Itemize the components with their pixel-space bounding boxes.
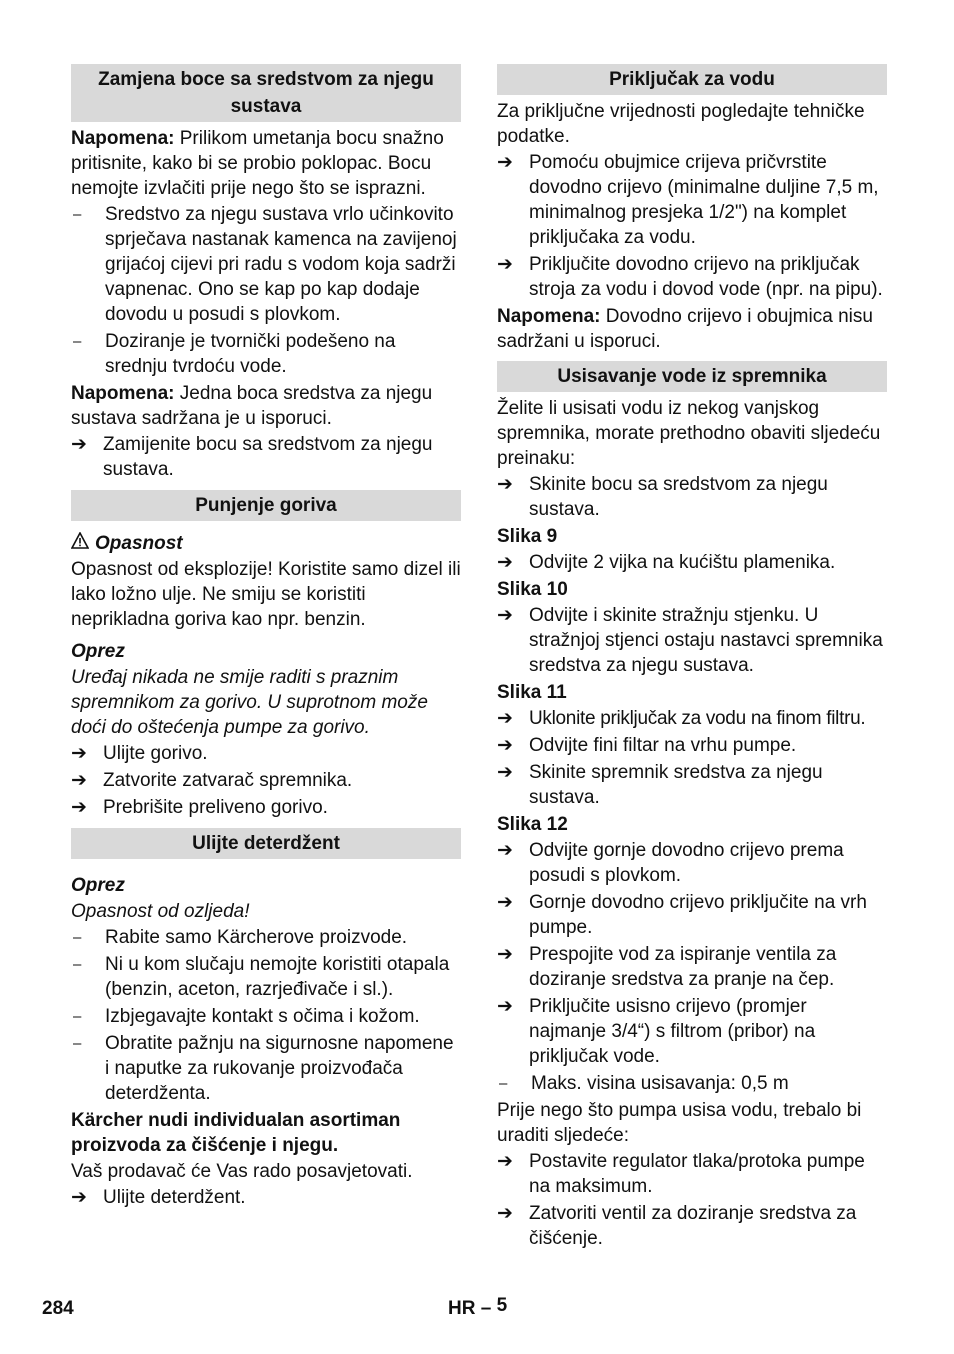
caution-label: Oprez — [71, 641, 125, 662]
action-item — [497, 733, 887, 758]
note-text: Jedna boca sredstva za njegu sustava sadržana je u isporuci. — [71, 383, 433, 429]
dash-bullet: – — [73, 1008, 82, 1025]
action-item — [497, 1149, 887, 1199]
note-paragraph — [71, 381, 461, 431]
footer-dash: – — [480, 1298, 492, 1319]
dash-item-text: Obratite pažnju na sigurnosne napomene i naputke za rukovanje proizvođača deterdženta. — [105, 1033, 454, 1104]
section-heading-water: Priključak za vodu — [497, 64, 887, 95]
action-item — [71, 795, 461, 820]
figure-label: Slika 11 — [497, 682, 567, 703]
note-paragraph — [71, 126, 461, 201]
dash-item — [497, 1071, 887, 1096]
action-item — [71, 741, 461, 766]
right-column — [497, 64, 887, 1253]
action-item — [497, 994, 887, 1069]
right-arrow-icon: ➔ — [497, 840, 513, 861]
action-item — [71, 432, 461, 482]
action-item — [497, 760, 887, 810]
action-item-text: Skinite spremnik sredstva za njegu sustava. — [529, 762, 823, 808]
action-item — [497, 150, 887, 250]
right-arrow-icon: ➔ — [497, 254, 513, 275]
caution-text: Uređaj nikada ne smije raditi s praznim spremnikom za gorivo. U suprotnom može doći do oštećenja pumpe za gorivo. — [71, 667, 428, 738]
action-item — [71, 768, 461, 793]
figure-label: Slika 9 — [497, 526, 558, 547]
section-code: HR — [448, 1298, 476, 1319]
right-arrow-icon: ➔ — [497, 708, 513, 729]
action-item-text: Ulijte deterdžent. — [103, 1187, 246, 1208]
action-item-text: Odvijte gornje dovodno crijevo prema posudi s plovkom. — [529, 840, 844, 886]
action-item — [497, 890, 887, 940]
dash-item — [71, 202, 461, 327]
action-item-text: Ulijte gorivo. — [103, 743, 208, 764]
action-item-text: Priključite usisno crijevo (promjer najmanje 3/4“) s filtrom (pribor) na priključak vode. — [529, 996, 816, 1067]
action-item — [497, 838, 887, 888]
action-item — [497, 472, 887, 522]
figure-label: Slika 10 — [497, 579, 568, 600]
right-arrow-icon: ➔ — [497, 735, 513, 756]
bold-paragraph: Kärcher nudi individualan asortiman proizvoda za čišćenje i njegu. — [71, 1110, 401, 1156]
action-item — [497, 706, 887, 731]
dash-item-text: Sredstvo za njegu sustava vrlo učinkovito sprječava nastanak kamenca na zavijenoj grijaćoj cijevi pri radu s vodom koja sadrži vapnenac. Ono se kap po kap dodaje dovodu u posudi s plovkom. — [105, 204, 457, 325]
page-number: 284 — [42, 1298, 74, 1319]
dash-bullet: – — [73, 333, 82, 350]
right-arrow-icon: ➔ — [71, 434, 87, 455]
action-item-text: Zatvorite zatvarač spremnika. — [103, 770, 353, 791]
paragraph: Za priključne vrijednosti pogledajte tehničke podatke. — [497, 101, 865, 147]
action-item-text: Postavite regulator tlaka/protoka pumpe na maksimum. — [529, 1151, 865, 1197]
right-arrow-icon: ➔ — [497, 605, 513, 626]
caution-text: Opasnost od ozljeda! — [71, 901, 250, 922]
dash-item — [71, 1004, 461, 1029]
dash-item-text: Maks. visina usisavanja: 0,5 m — [531, 1073, 789, 1094]
note-label: Napomena: — [71, 383, 175, 404]
left-column — [71, 64, 461, 1212]
dash-bullet: – — [499, 1075, 508, 1092]
dash-item — [71, 952, 461, 1002]
right-arrow-icon: ➔ — [71, 770, 87, 791]
right-arrow-icon: ➔ — [497, 1203, 513, 1224]
action-item-text: Odvijte fini filtar na vrhu pumpe. — [529, 735, 797, 756]
dash-bullet: – — [73, 929, 82, 946]
dash-item-text: Izbjegavajte kontakt s očima i kožom. — [105, 1006, 420, 1027]
right-arrow-icon: ➔ — [497, 996, 513, 1017]
right-arrow-icon: ➔ — [497, 474, 513, 495]
caution-label: Oprez — [71, 875, 125, 896]
action-item-text: Zatvoriti ventil za doziranje sredstva za čišćenje. — [529, 1203, 857, 1249]
section-page: 5 — [496, 1295, 508, 1316]
danger-label-row — [71, 531, 461, 556]
dash-item-text: Ni u kom slučaju nemojte koristiti otapala (benzin, aceton, razrjeđivače i sl.). — [105, 954, 450, 1000]
right-arrow-icon: ➔ — [497, 1151, 513, 1172]
action-item-text: Gornje dovodno crijevo priključite na vrh pumpe. — [529, 892, 867, 938]
right-arrow-icon: ➔ — [71, 1187, 87, 1208]
section-heading-suction: Usisavanje vode iz spremnika — [497, 361, 887, 392]
danger-label: Opasnost — [95, 533, 183, 554]
note-text: Dovodno crijevo i obujmica nisu sadržani u isporuci. — [497, 306, 873, 352]
action-item — [497, 942, 887, 992]
footer-section-label — [448, 1295, 508, 1320]
action-item-text: Odvijte i skinite stražnju stjenku. U stražnjoj stjenci ostaju nastavci spremnika sredstva za njegu sustava. — [529, 605, 883, 676]
dash-item-text: Doziranje je tvornički podešeno na srednju tvrdoću vode. — [105, 331, 396, 377]
dash-bullet: – — [73, 206, 82, 223]
note-label: Napomena: — [71, 128, 175, 149]
figure-label: Slika 12 — [497, 814, 568, 835]
section-heading-fuel: Punjenje goriva — [71, 490, 461, 521]
action-item-text: Skinite bocu sa sredstvom za njegu sustava. — [529, 474, 828, 520]
note-label: Napomena: — [497, 306, 601, 327]
dash-bullet: – — [73, 1035, 82, 1052]
note-text: Prilikom umetanja bocu snažno pritisnite, kako bi se probio poklopac. Bocu nemojte izvlačiti prije nego što se isprazni. — [71, 128, 444, 199]
action-item — [71, 1185, 461, 1210]
action-item-text: Priključite dovodno crijevo na priključak stroja za vodu i dovod vode (npr. na pipu). — [529, 254, 883, 300]
section-heading-bottle: Zamjena boce sa sredstvom za njegu sustava — [71, 64, 461, 122]
note-paragraph — [497, 304, 887, 354]
dash-item-text: Rabite samo Kärcherove proizvode. — [105, 927, 408, 948]
action-item-text: Pomoću obujmice crijeva pričvrstite dovodno crijevo (minimalne duljine 7,5 m, minimalnog presjeka 1/2") na komplet priključaka za vodu. — [529, 152, 879, 248]
right-arrow-icon: ➔ — [71, 797, 87, 818]
right-arrow-icon: ➔ — [71, 743, 87, 764]
right-arrow-icon: ➔ — [497, 152, 513, 173]
dash-item — [71, 329, 461, 379]
warning-triangle-icon — [71, 531, 95, 556]
dash-item — [71, 925, 461, 950]
dash-item — [71, 1031, 461, 1106]
action-item-text: Odvijte 2 vijka na kućištu plamenika. — [529, 552, 836, 573]
paragraph: Želite li usisati vodu iz nekog vanjskog spremnika, morate prethodno obaviti sljedeću preinaku: — [497, 398, 881, 469]
section-heading-detergent: Ulijte deterdžent — [71, 828, 461, 859]
right-arrow-icon: ➔ — [497, 892, 513, 913]
right-arrow-icon: ➔ — [497, 552, 513, 573]
action-item — [497, 603, 887, 678]
action-item-text: Zamijenite bocu sa sredstvom za njegu sustava. — [103, 434, 433, 480]
danger-text: Opasnost od eksplozije! Koristite samo dizel ili lako ložno ulje. Ne smiju se koristiti neprikladna goriva kao npr. benzin. — [71, 559, 461, 630]
action-item — [497, 252, 887, 302]
paragraph: Prije nego što pumpa usisa vodu, trebalo bi uraditi sljedeće: — [497, 1100, 862, 1146]
action-item-text: Uklonite priključak za vodu na finom filtru. — [529, 708, 866, 729]
action-item — [497, 550, 887, 575]
right-arrow-icon: ➔ — [497, 762, 513, 783]
dash-bullet: – — [73, 956, 82, 973]
action-item-text: Prebrišite preliveno gorivo. — [103, 797, 328, 818]
dealer-paragraph: Vaš prodavač će Vas rado posavjetovati. — [71, 1161, 413, 1182]
action-item — [497, 1201, 887, 1251]
right-arrow-icon: ➔ — [497, 944, 513, 965]
action-item-text: Prespojite vod za ispiranje ventila za doziranje sredstva za pranje na čep. — [529, 944, 837, 990]
